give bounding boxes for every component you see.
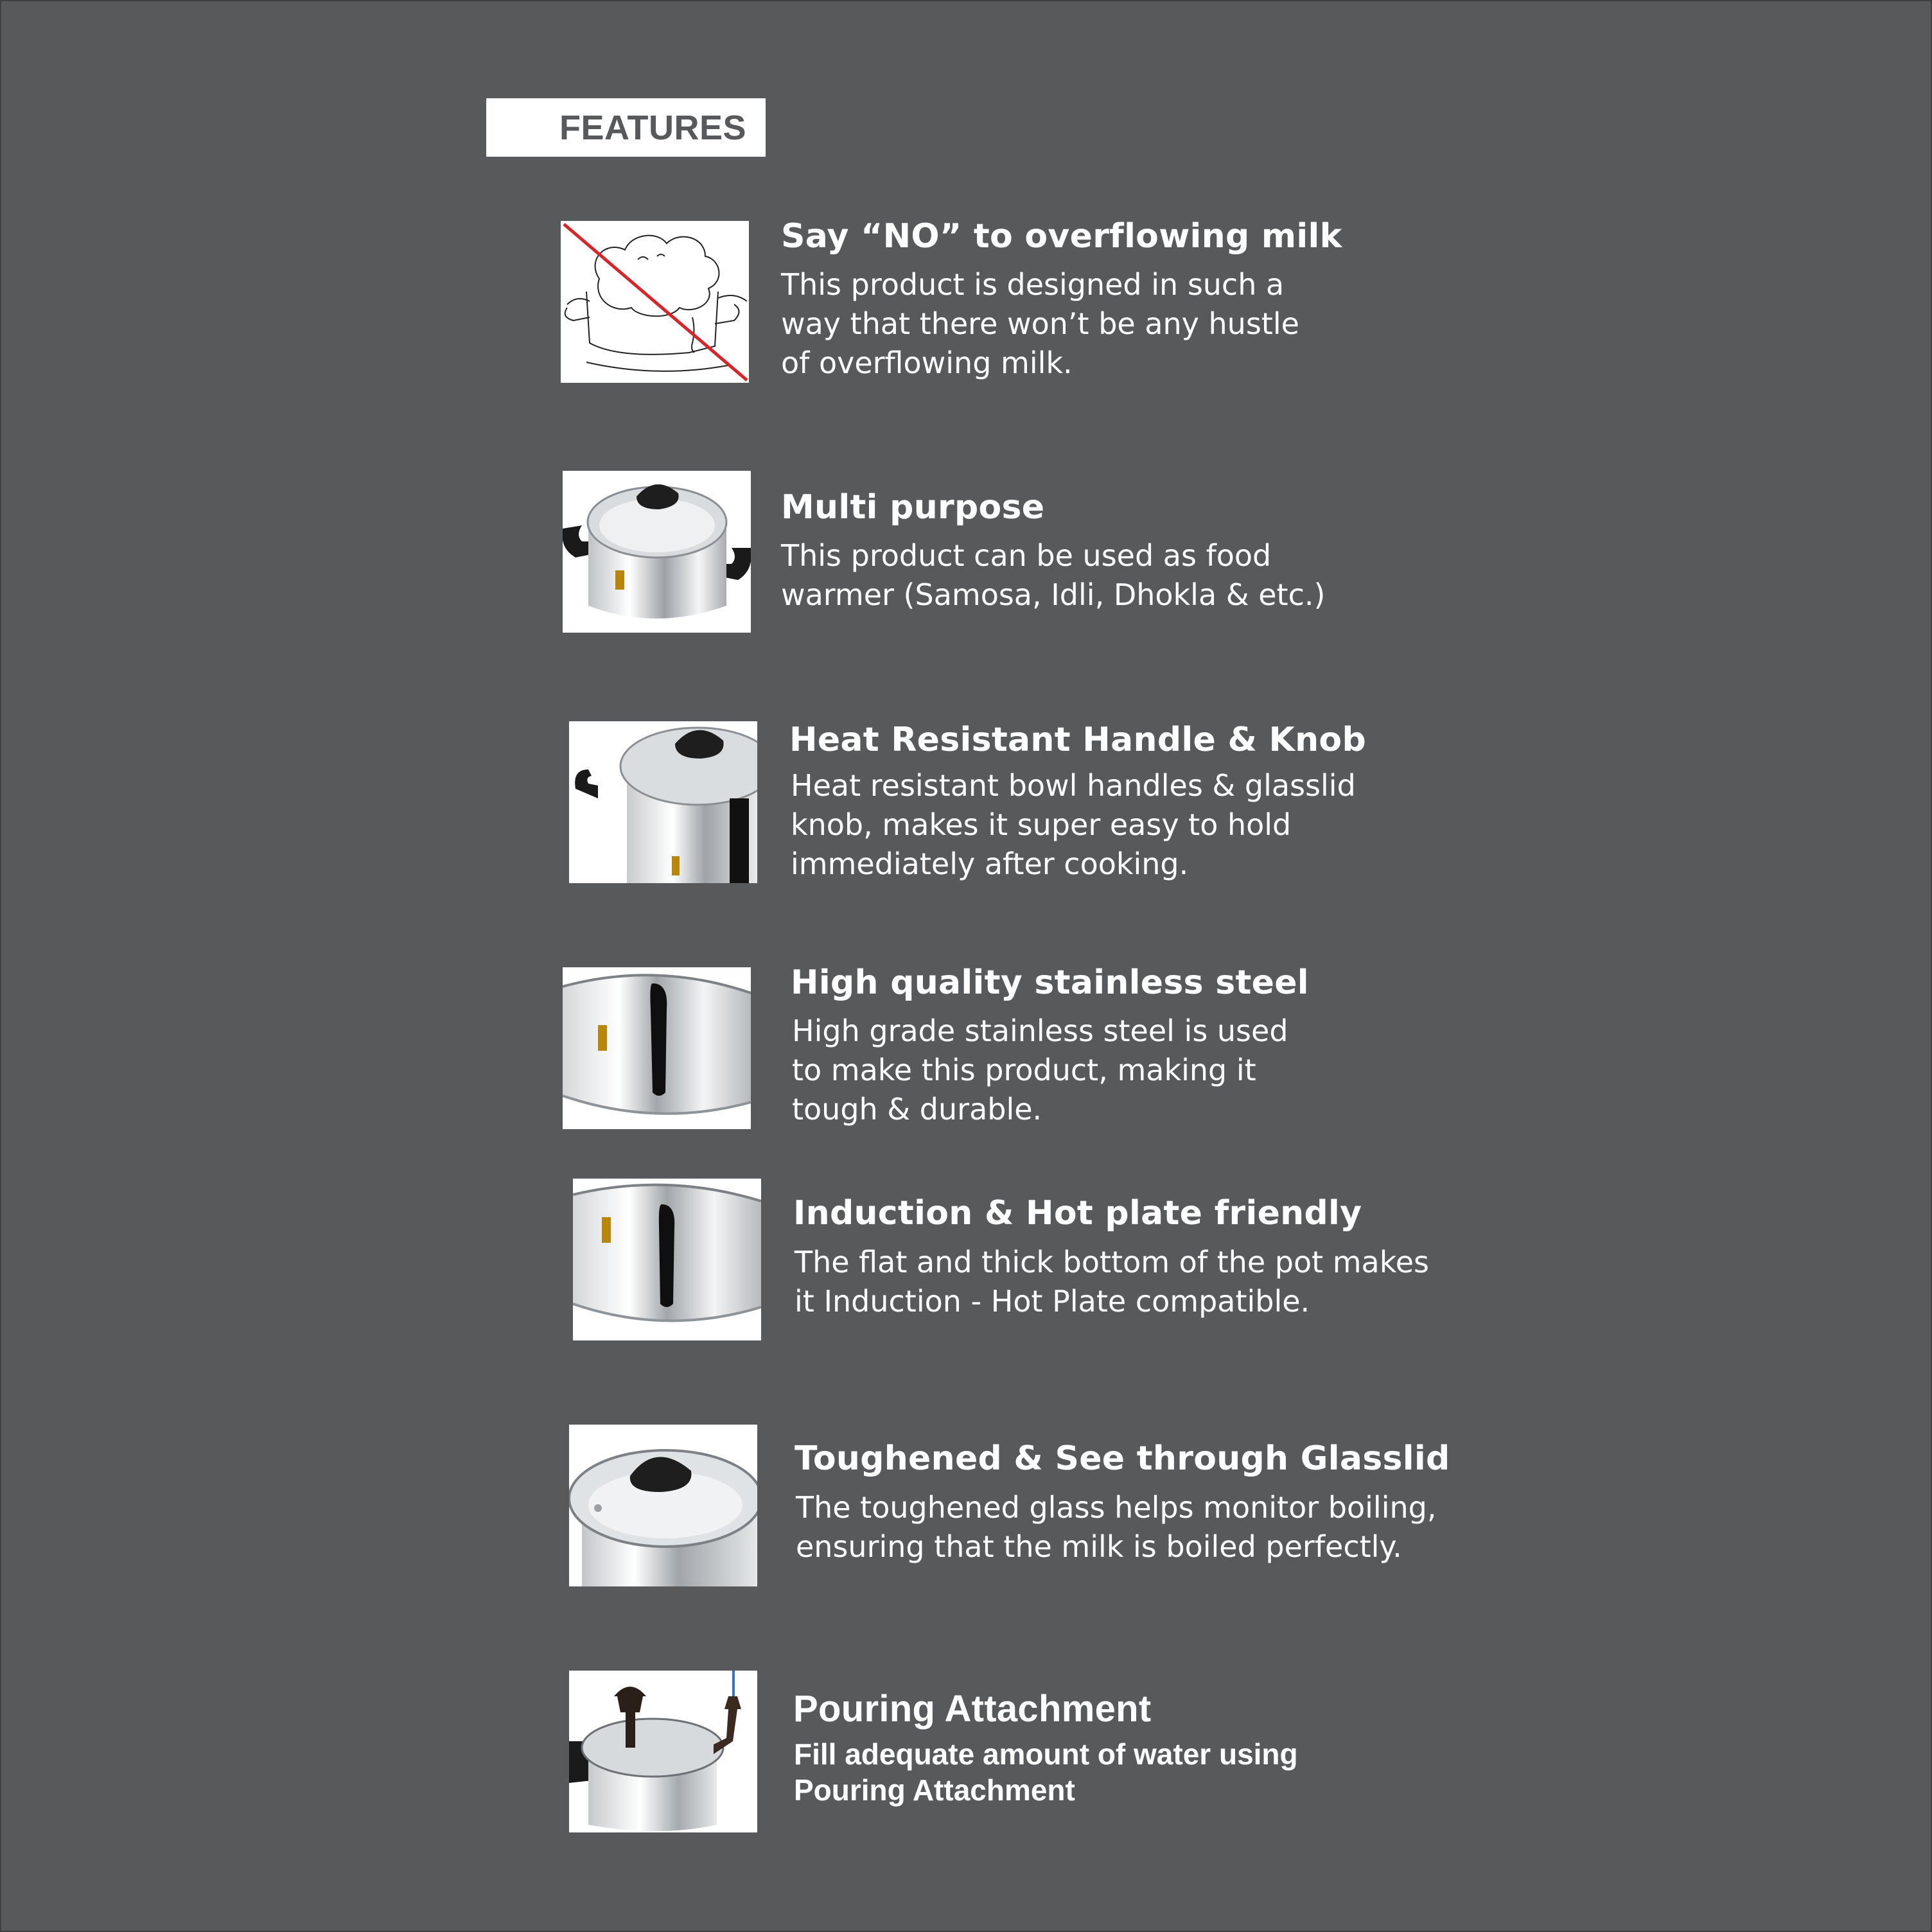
no-overflow-icon <box>561 221 749 383</box>
feature-title: Toughened & See through Glasslid <box>795 1439 1450 1478</box>
steel-pot-closeup-image <box>563 967 751 1129</box>
features-heading <box>486 98 766 157</box>
feature-title: Pouring Attachment <box>793 1688 1152 1730</box>
feature-description: High grade stainless steel is used to make this product, making it tough & durable. <box>792 1014 1288 1127</box>
steel-pot-bottom-image <box>573 1179 761 1340</box>
feature-title: High quality stainless steel <box>791 963 1309 1002</box>
pot-with-lid-image <box>563 471 751 633</box>
feature-description: This product is designed in such a way that there won’t be any hustle of overflowing milk. <box>781 267 1299 380</box>
feature-description: This product can be used as food warmer (Samosa, Idli, Dhokla & etc.) <box>781 538 1326 612</box>
feature-title: Multi purpose <box>781 488 1045 527</box>
feature-title: Heat Resistant Handle & Knob <box>789 721 1366 759</box>
feature-title: Induction & Hot plate friendly <box>793 1194 1362 1233</box>
glass-lid-image <box>569 1425 757 1586</box>
feature-description: The toughened glass helps monitor boiling, ensuring that the milk is boiled perfectly. <box>796 1490 1437 1564</box>
feature-title: Say “NO” to overflowing milk <box>781 217 1342 256</box>
feature-description: Fill adequate amount of water using Pouring Attachment <box>794 1737 1298 1807</box>
feature-description: Heat resistant bowl handles & glasslid knob, makes it super easy to hold immediately after cooking. <box>791 768 1356 881</box>
feature-description: The flat and thick bottom of the pot makes it Induction - Hot Plate compatible. <box>795 1245 1430 1319</box>
pot-handle-knob-image <box>569 721 757 883</box>
pouring-attachment-image <box>569 1671 757 1832</box>
features-heading-label: FEATURES <box>559 108 746 147</box>
